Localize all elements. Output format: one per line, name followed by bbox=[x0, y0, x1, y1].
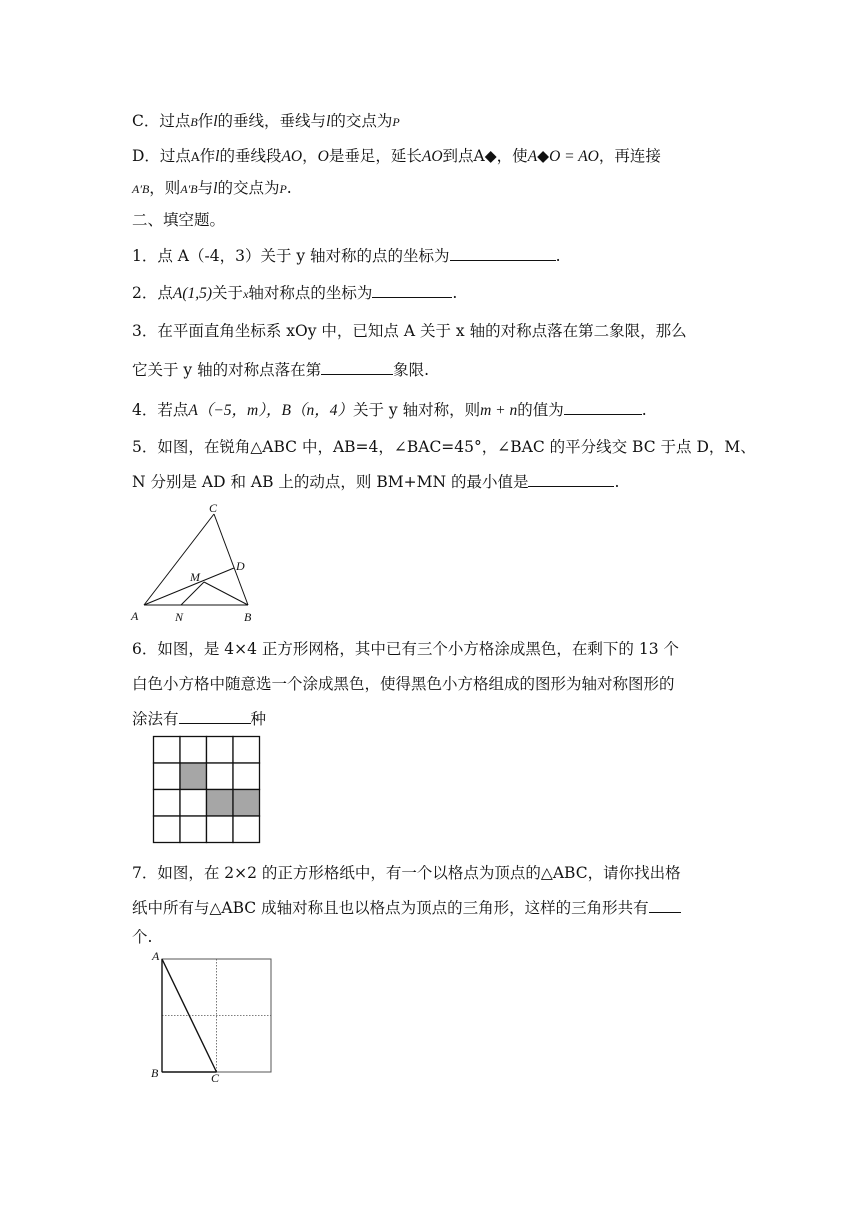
question-6-line2: 白色小方格中随意选一个涂成黑色，使得黑色小方格组成的图形为轴对称图形的 bbox=[132, 675, 675, 693]
triangle-figure bbox=[128, 500, 268, 630]
question-1: 1．点 A（-4，3）关于 y 轴对称的点的坐标为 . bbox=[132, 244, 561, 267]
answer-blank[interactable] bbox=[321, 358, 393, 375]
label-c: C bbox=[209, 501, 218, 515]
grid-cell bbox=[233, 763, 260, 790]
question-3-line1: 3．在平面直角坐标系 xOy 中，已知点 A 关于 x 轴的对称点落在第二象限，那么 bbox=[132, 322, 687, 340]
grid-cell bbox=[207, 737, 234, 764]
question-5-line1: 5．如图，在锐角△ABC 中，AB=4，∠BAC=45°，∠BAC 的平分线交 BC 于点 D，M、 bbox=[132, 438, 756, 456]
grid-cell bbox=[180, 737, 207, 764]
question-6-line1: 6．如图，是 4×4 正方形网格，其中已有三个小方格涂成黑色，在剩下的 13 个 bbox=[132, 640, 680, 658]
shaded-cell bbox=[233, 790, 260, 817]
label-c: C bbox=[211, 1071, 220, 1085]
question-4: 4．若点A（−5，m），B（n，4）关于 y 轴对称，则m + n的值为 . bbox=[132, 398, 647, 422]
bisector-ad bbox=[144, 568, 234, 605]
question-2: 2．点A(1,5)关于x轴对称点的坐标为 . bbox=[132, 281, 457, 305]
option-d-line2: A′B，则A′B与l的交点为P. bbox=[132, 179, 292, 197]
grid-cell bbox=[154, 763, 181, 790]
label-n: N bbox=[175, 610, 184, 624]
option-c: C．过点B作l的垂线，垂线与l的交点为P bbox=[132, 112, 400, 130]
label-a: A bbox=[131, 609, 139, 623]
grid-cell bbox=[207, 763, 234, 790]
question-5-line2: N 分别是 AD 和 AB 上的动点，则 BM+MN 的最小值是 . bbox=[132, 470, 619, 493]
label-d: D bbox=[236, 559, 245, 573]
side-ac bbox=[144, 514, 214, 605]
question-7-line3: 个. bbox=[132, 928, 153, 946]
segment-bm bbox=[204, 582, 248, 605]
answer-blank[interactable] bbox=[450, 244, 556, 261]
answer-blank[interactable] bbox=[528, 470, 614, 487]
label-m: M bbox=[190, 570, 200, 584]
grid-cell bbox=[154, 737, 181, 764]
section-heading: 二、填空题。 bbox=[132, 211, 226, 229]
question-6-line3: 涂法有 种 bbox=[132, 707, 266, 730]
answer-blank[interactable] bbox=[649, 896, 681, 913]
shaded-cell bbox=[207, 790, 234, 817]
grid-cell bbox=[180, 816, 207, 843]
answer-blank[interactable] bbox=[372, 281, 452, 298]
grid-triangle-figure bbox=[148, 945, 278, 1085]
question-7-line2: 纸中所有与△ABC 成轴对称且也以格点为顶点的三角形，这样的三角形共有 bbox=[132, 896, 681, 919]
answer-blank[interactable] bbox=[564, 398, 642, 415]
grid-cell bbox=[233, 816, 260, 843]
square-grid-figure bbox=[152, 735, 262, 845]
grid-cell bbox=[154, 790, 181, 817]
grid-cell bbox=[154, 816, 181, 843]
option-d-line1: D．过点A作l的垂线段AO，O是垂足，延长AO到点A◆，使A◆O = AO，再连接 bbox=[132, 147, 661, 165]
answer-blank[interactable] bbox=[179, 707, 251, 724]
label-b: B bbox=[151, 1066, 159, 1080]
question-7-line1: 7．如图，在 2×2 的正方形格纸中，有一个以格点为顶点的△ABC，请你找出格 bbox=[132, 864, 681, 882]
grid-cell bbox=[233, 737, 260, 764]
shaded-cell bbox=[180, 763, 207, 790]
label-b: B bbox=[244, 610, 252, 624]
grid-cell bbox=[207, 816, 234, 843]
label-a: A bbox=[152, 949, 160, 963]
grid-cell bbox=[180, 790, 207, 817]
question-3-line2: 它关于 y 轴的对称点落在第 象限. bbox=[132, 358, 429, 381]
